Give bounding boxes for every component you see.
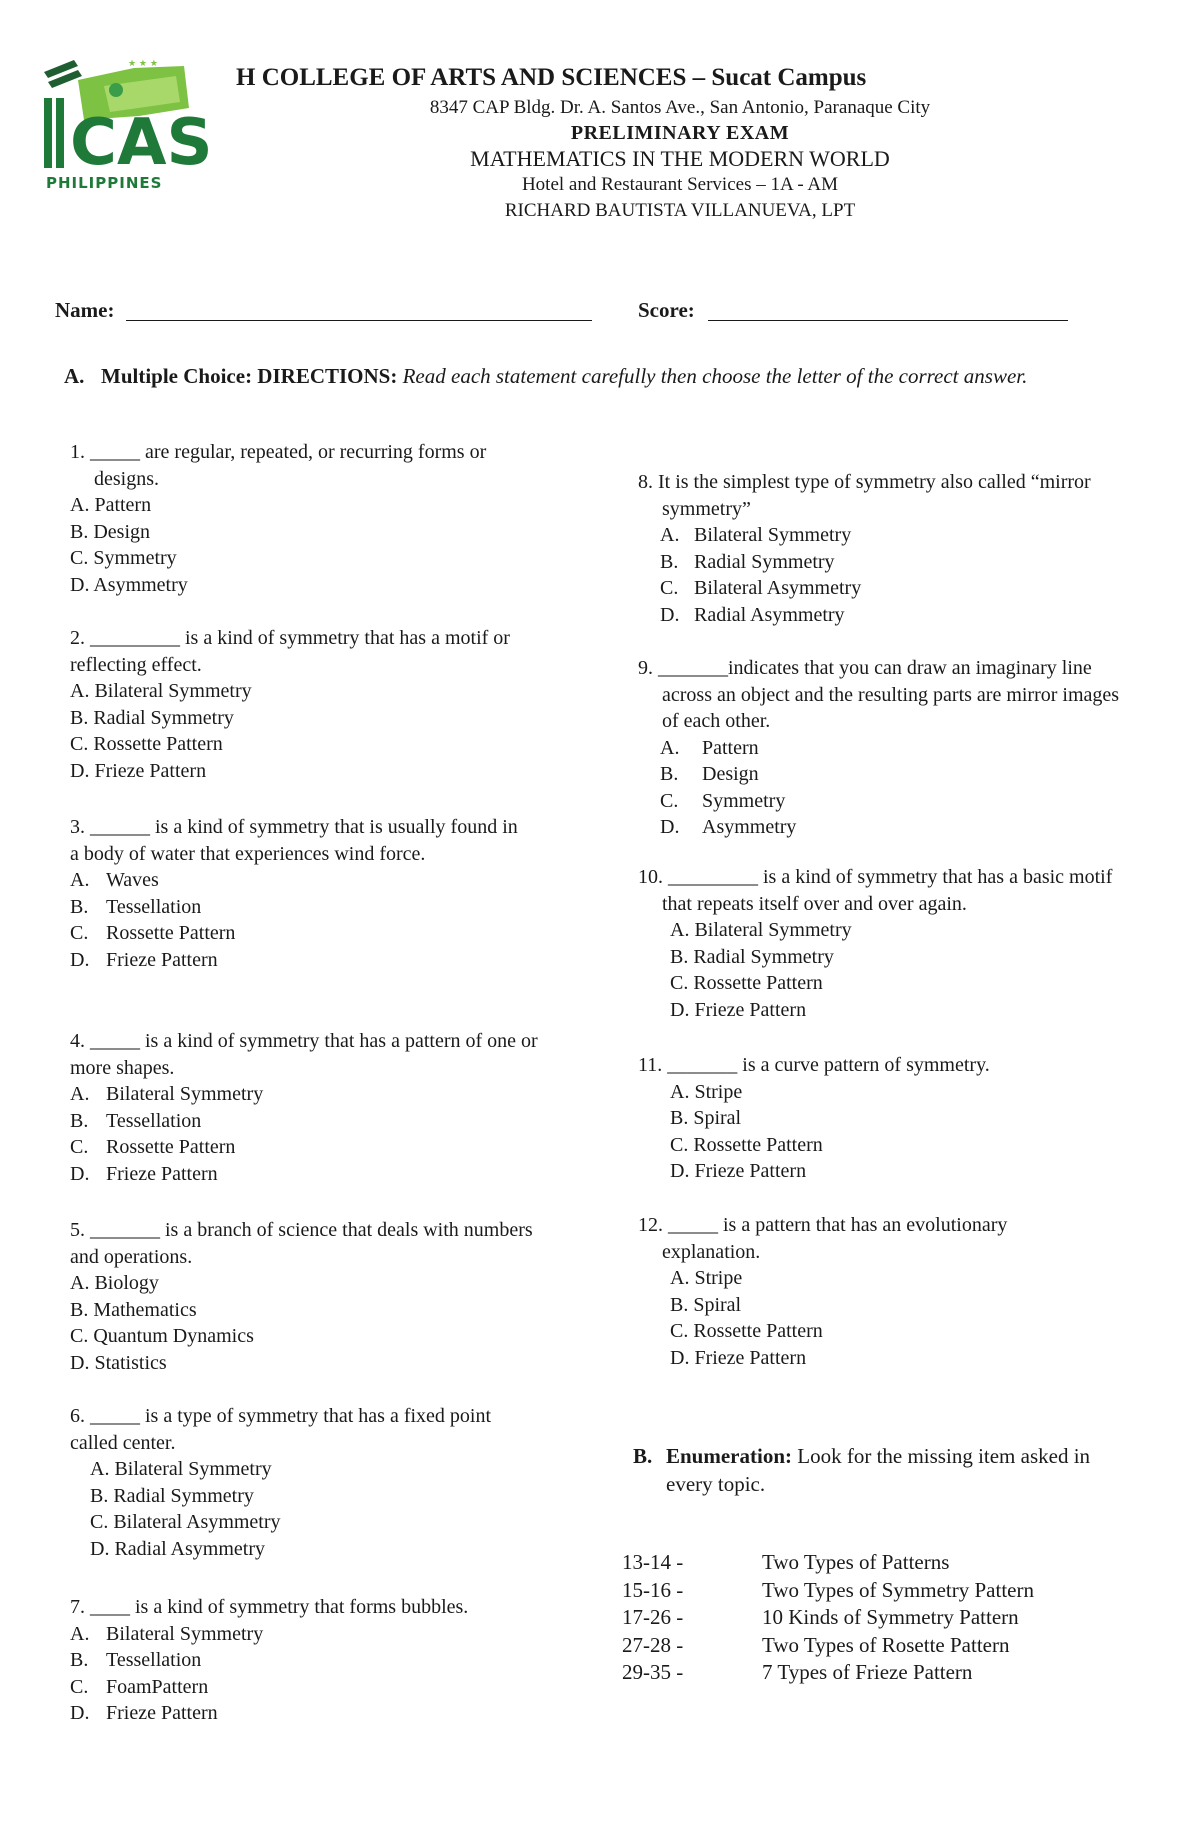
option-b[interactable]: Tessellation — [106, 895, 202, 918]
option-c[interactable]: C. Rossette Pattern — [70, 733, 223, 755]
enumeration-item — [622, 1659, 1034, 1687]
item-number: 15-16 - — [622, 1577, 684, 1602]
score-label: Score: — [638, 298, 695, 322]
option-c[interactable]: C. Quantum Dynamics — [70, 1325, 254, 1347]
option-b-letter[interactable]: B. — [660, 763, 679, 785]
section-a-letter: A. — [64, 364, 85, 388]
section-b-heading — [633, 1442, 1133, 1498]
option-a[interactable]: A. Stripe — [670, 1080, 743, 1103]
option-a[interactable]: A. Bilateral Symmetry — [90, 1458, 272, 1480]
option-c[interactable]: C. Rossette Pattern — [670, 972, 823, 994]
option-d-letter[interactable]: D. — [660, 603, 680, 626]
option-a-letter[interactable]: A. — [70, 1083, 90, 1105]
option-d[interactable]: D. Asymmetry — [70, 573, 188, 596]
subject-title: MATHEMATICS IN THE MODERN WORLD — [470, 146, 890, 171]
option-c-letter[interactable]: C. — [660, 789, 679, 812]
option-a[interactable]: Pattern — [702, 736, 759, 759]
enumeration-list — [622, 1549, 1034, 1687]
option-d-letter[interactable]: D. — [70, 1162, 90, 1185]
option-c-letter[interactable]: C. — [70, 1675, 89, 1698]
item-number: 27-28 - — [622, 1632, 684, 1657]
option-a[interactable]: A. Bilateral Symmetry — [670, 919, 852, 941]
option-b[interactable]: B. Radial Symmetry — [670, 945, 834, 968]
exam-type: PRELIMINARY EXAM — [570, 122, 790, 144]
question-8 — [638, 469, 1108, 628]
section-b-directions: Look for the missing item asked in every topic. — [666, 1444, 1091, 1496]
score-blank-line[interactable] — [708, 320, 1068, 321]
enumeration-item — [622, 1632, 1034, 1660]
question-7 — [70, 1594, 560, 1727]
class-section: Hotel and Restaurant Services – 1A - AM — [521, 174, 839, 195]
option-c[interactable]: Bilateral Asymmetry — [694, 577, 862, 599]
option-b[interactable]: B. Radial Symmetry — [90, 1484, 254, 1507]
option-d[interactable]: Radial Asymmetry — [694, 603, 845, 626]
question-stem: 1. _____ are regular, repeated, or recurring forms or designs. — [70, 441, 487, 490]
item-topic: 7 Types of Frieze Pattern — [762, 1660, 973, 1684]
item-topic: 10 Kinds of Symmetry Pattern — [762, 1605, 1019, 1629]
option-d[interactable]: D. Radial Asymmetry — [90, 1537, 265, 1560]
question-1 — [70, 439, 548, 598]
name-blank-line[interactable] — [126, 320, 592, 321]
option-a[interactable]: Waves — [106, 869, 159, 891]
question-stem: 8. It is the simplest type of symmetry also called “mirror symmetry” — [638, 471, 1091, 520]
instructor-name: RICHARD BAUTISTA VILLANUEVA, LPT — [504, 200, 856, 221]
option-c[interactable]: C. Bilateral Asymmetry — [90, 1511, 281, 1533]
option-d[interactable]: Frieze Pattern — [106, 1162, 218, 1185]
question-3 — [70, 814, 530, 973]
question-stem: 4. _____ is a kind of symmetry that has a pattern of one or more shapes. — [70, 1030, 538, 1079]
option-a-letter[interactable]: A. — [70, 1622, 90, 1645]
item-number: 17-26 - — [622, 1605, 684, 1629]
item-number: 29-35 - — [622, 1660, 684, 1684]
enumeration-item — [622, 1577, 1034, 1605]
section-a-heading — [64, 362, 1094, 391]
option-b-letter[interactable]: B. — [70, 895, 89, 918]
option-b[interactable]: B. Design — [70, 520, 150, 543]
option-d-letter[interactable]: D. — [70, 948, 90, 971]
option-a-letter[interactable]: A. — [660, 736, 680, 759]
item-number: 13-14 - — [622, 1550, 684, 1574]
question-4 — [70, 1028, 540, 1187]
question-2 — [70, 625, 530, 784]
college-address: 8347 CAP Bldg. Dr. A. Santos Ave., San Antonio, Paranaque City — [429, 97, 931, 118]
option-a[interactable]: A. Stripe — [670, 1267, 743, 1289]
option-a[interactable]: Bilateral Symmetry — [106, 1622, 264, 1645]
option-c-letter[interactable]: C. — [70, 922, 89, 944]
option-d[interactable]: D. Statistics — [70, 1351, 167, 1374]
question-stem: 3. ______ is a kind of symmetry that is usually found in a body of water that experiences wind force. — [70, 816, 518, 865]
option-c[interactable]: Symmetry — [702, 789, 786, 812]
logo-text: CAS — [70, 106, 213, 180]
college-logo — [44, 58, 244, 208]
question-stem: 6. _____ is a type of symmetry that has a fixed point called center. — [70, 1405, 492, 1454]
option-d[interactable]: Asymmetry — [702, 816, 797, 838]
option-c[interactable]: Rossette Pattern — [106, 922, 236, 944]
option-c[interactable]: C. Symmetry — [70, 547, 177, 569]
option-b-letter[interactable]: B. — [70, 1649, 89, 1671]
option-b[interactable]: B. Radial Symmetry — [70, 706, 234, 729]
svg-text:★ ★ ★: ★ ★ ★ — [128, 59, 158, 69]
option-b[interactable]: B. Spiral — [670, 1107, 742, 1129]
option-a-letter[interactable]: A. — [660, 524, 680, 546]
option-d[interactable]: D. Frieze Pattern — [670, 1346, 807, 1369]
item-topic: Two Types of Symmetry Pattern — [762, 1577, 1034, 1602]
question-stem: 9. _______indicates that you can draw an imaginary line across an object and the resulting parts are mirror images of each other. — [638, 657, 1120, 732]
option-c[interactable]: FoamPattern — [106, 1675, 209, 1698]
option-b[interactable]: Design — [702, 763, 759, 785]
option-d-letter[interactable]: D. — [660, 816, 680, 838]
option-d[interactable]: D. Frieze Pattern — [70, 759, 207, 782]
option-b-letter[interactable]: B. — [70, 1109, 89, 1132]
option-d[interactable]: D. Frieze Pattern — [670, 1160, 807, 1182]
section-b-letter: B. — [633, 1444, 653, 1468]
question-10 — [638, 864, 1143, 1023]
option-c-letter[interactable]: C. — [70, 1136, 89, 1158]
question-11 — [638, 1052, 1138, 1185]
college-name: H COLLEGE OF ARTS AND SCIENCES – Sucat Campus — [236, 64, 867, 91]
question-stem: 12. _____ is a pattern that has an evolutionary explanation. — [638, 1214, 1008, 1263]
option-a-letter[interactable]: A. — [70, 869, 90, 891]
option-b[interactable]: Tessellation — [106, 1109, 202, 1132]
option-d[interactable]: Frieze Pattern — [106, 1702, 218, 1724]
option-b[interactable]: B. Mathematics — [70, 1298, 197, 1321]
option-c-letter[interactable]: C. — [660, 577, 679, 599]
question-stem: 5. _______ is a branch of science that deals with numbers and operations. — [70, 1219, 533, 1268]
option-b[interactable]: Tessellation — [106, 1649, 202, 1671]
item-topic: Two Types of Rosette Pattern — [762, 1632, 1010, 1657]
option-a[interactable]: A. Pattern — [70, 494, 152, 516]
enumeration-item — [622, 1549, 1034, 1577]
item-topic: Two Types of Patterns — [762, 1550, 950, 1574]
option-a[interactable]: Bilateral Symmetry — [694, 524, 852, 546]
section-b-title: Enumeration: — [666, 1444, 792, 1468]
question-stem: 10. _________ is a kind of symmetry that has a basic motif that repeats itself over and over again. — [638, 866, 1113, 915]
name-label: Name: — [55, 298, 115, 322]
question-stem: 7. ____ is a kind of symmetry that forms bubbles. — [70, 1596, 469, 1618]
option-c[interactable]: C. Rossette Pattern — [670, 1320, 823, 1342]
option-b[interactable]: B. Spiral — [670, 1293, 742, 1316]
option-d-letter[interactable]: D. — [70, 1702, 90, 1724]
enumeration-item — [622, 1604, 1034, 1632]
option-c[interactable]: Rossette Pattern — [106, 1136, 236, 1158]
option-b-letter[interactable]: B. — [660, 550, 679, 573]
section-a-directions: Read each statement carefully then choose the letter of the correct answer. — [402, 364, 1028, 388]
question-6 — [70, 1403, 540, 1562]
question-5 — [70, 1217, 540, 1376]
option-d[interactable]: D. Frieze Pattern — [670, 998, 807, 1021]
section-a-title: Multiple Choice: DIRECTIONS: — [101, 364, 398, 388]
question-12 — [638, 1212, 1108, 1371]
question-stem: 2. _________ is a kind of symmetry that has a motif or reflecting effect. — [70, 627, 510, 676]
option-b[interactable]: Radial Symmetry — [694, 550, 835, 573]
option-c[interactable]: C. Rossette Pattern — [670, 1133, 823, 1156]
option-a[interactable]: A. Bilateral Symmetry — [70, 680, 252, 702]
option-a[interactable]: A. Biology — [70, 1272, 159, 1294]
option-a[interactable]: Bilateral Symmetry — [106, 1083, 264, 1105]
option-d[interactable]: Frieze Pattern — [106, 948, 218, 971]
question-9 — [638, 655, 1138, 841]
logo-subtext: PHILIPPINES — [46, 174, 163, 192]
question-stem: 11. _______ is a curve pattern of symmetry. — [638, 1054, 990, 1076]
